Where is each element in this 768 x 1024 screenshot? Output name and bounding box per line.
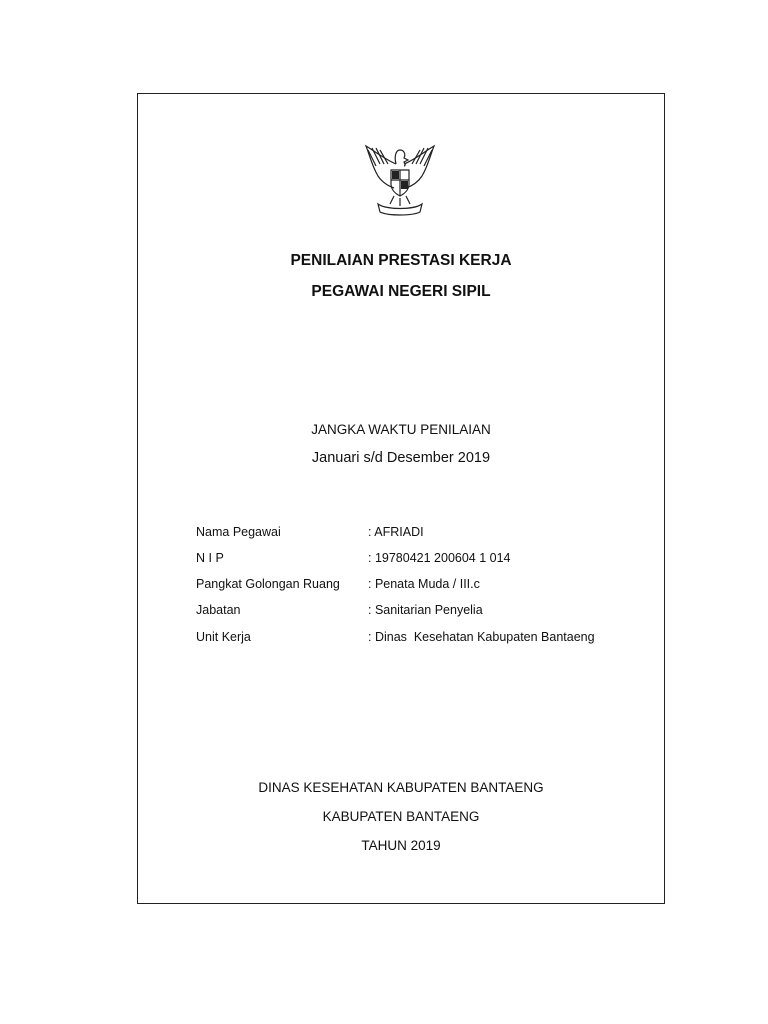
garuda-emblem-icon [356, 142, 444, 216]
field-label: Unit Kerja [196, 630, 251, 644]
field-row-jabatan [196, 603, 483, 617]
field-value: : AFRIADI [368, 525, 424, 539]
field-label: Nama Pegawai [196, 525, 281, 539]
field-value: : 19780421 200604 1 014 [368, 551, 511, 565]
field-value: : Sanitarian Penyelia [368, 603, 483, 617]
field-row-unit-kerja [196, 630, 595, 644]
period-range: Januari s/d Desember 2019 [311, 450, 491, 466]
field-label: Jabatan [196, 603, 241, 617]
field-row-nama [196, 525, 424, 539]
footer-institution: DINAS KESEHATAN KABUPATEN BANTAENG [258, 780, 544, 795]
footer-regency: KABUPATEN BANTAENG [322, 809, 480, 824]
field-row-nip [196, 551, 511, 565]
document-title-line1: PENILAIAN PRESTASI KERJA [290, 252, 512, 269]
field-label: N I P [196, 551, 224, 565]
field-value: : Dinas Kesehatan Kabupaten Bantaeng [368, 630, 595, 644]
field-row-pangkat [196, 577, 480, 591]
field-label: Pangkat Golongan Ruang [196, 577, 340, 591]
footer-year: TAHUN 2019 [361, 838, 441, 853]
field-value: : Penata Muda / III.c [368, 577, 480, 591]
period-heading: JANGKA WAKTU PENILAIAN [311, 422, 491, 437]
document-title-line2: PEGAWAI NEGERI SIPIL [311, 283, 491, 300]
